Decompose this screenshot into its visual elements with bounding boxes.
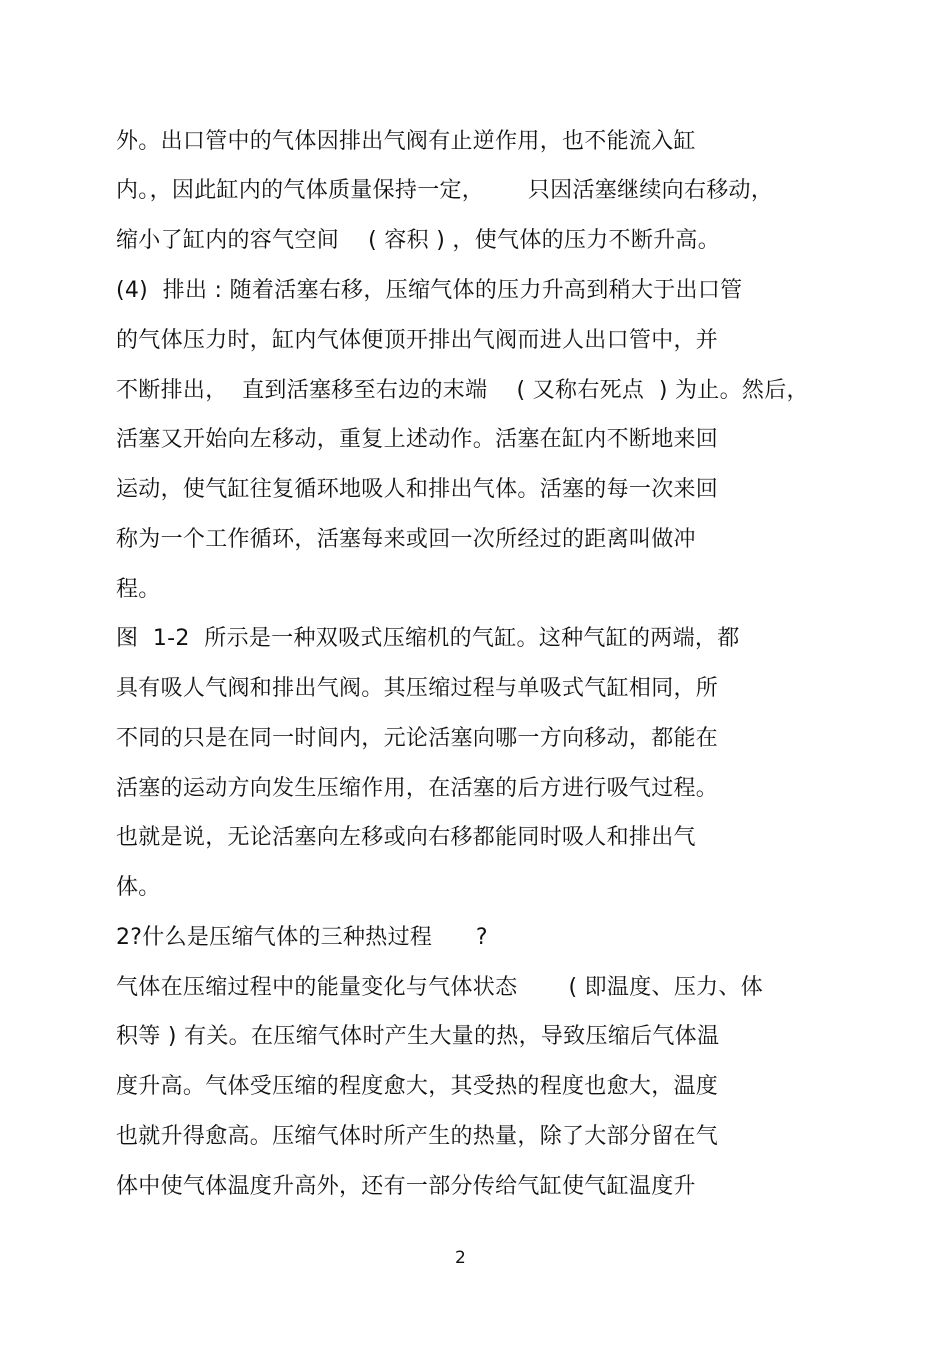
text-line: 气体在压缩过程中的能量变化与气体状态 ( 即温度、压力、体 <box>116 975 764 1000</box>
text-line: 度升高。气体受压缩的程度愈大，其受热的程度也愈大，温度 <box>116 1074 719 1099</box>
text-line: 具有吸人气阀和排出气阀。其压缩过程与单吸式气缸相同，所 <box>116 676 719 701</box>
text-line: 活塞的运动方向发生压缩作用，在活塞的后方进行吸气过程。 <box>116 776 719 801</box>
question-heading: 2?什么是压缩气体的三种热过程 ? <box>116 925 488 950</box>
text-line: 内。，因此缸内的气体质量保持一定， 只因活塞继续向右移动， <box>116 178 774 203</box>
text-line: 体中使气体温度升高外，还有一部分传给气缸使气缸温度升 <box>116 1174 696 1199</box>
text-line: 也就升得愈高。压缩气体时所产生的热量，除了大部分留在气 <box>116 1124 719 1149</box>
text-line: 缩小了缸内的容气空间 ( 容积 ) ，使气体的压力不断升高。 <box>116 228 721 253</box>
text-line: 活塞又开始向左移动，重复上述动作。活塞在缸内不断地来回 <box>116 427 719 452</box>
text-line: 程。 <box>116 577 161 602</box>
text-line: (4) 排出 : 随着活塞右移，压缩气体的压力升高到稍大于出口管 <box>116 278 743 303</box>
text-line: 的气体压力时，缸内气体便顶开排出气阀而进人出口管中，并 <box>116 328 719 353</box>
text-line: 外。出口管中的气体因排出气阀有止逆作用，也不能流入缸 <box>116 129 696 154</box>
text-line: 称为一个工作循环，活塞每来或回一次所经过的距离叫做冲 <box>116 527 696 552</box>
text-line: 图 1-2 所示是一种双吸式压缩机的气缸。这种气缸的两端，都 <box>116 626 740 651</box>
text-line: 运动，使气缸往复循环地吸人和排出气体。活塞的每一次来回 <box>116 477 719 502</box>
text-line: 不同的只是在同一时间内，元论活塞向哪一方向移动，都能在 <box>116 726 719 751</box>
text-line: 不断排出， 直到活塞移至右边的末端 ( 又称右死点 ) 为止。然后， <box>116 378 809 403</box>
text-line: 积等 ) 有关。在压缩气体时产生大量的热，导致压缩后气体温 <box>116 1024 720 1049</box>
page-number: 2 <box>455 1248 466 1268</box>
text-line: 也就是说，无论活塞向左移或向右移都能同时吸人和排出气 <box>116 825 696 850</box>
text-line: 体。 <box>116 875 161 900</box>
